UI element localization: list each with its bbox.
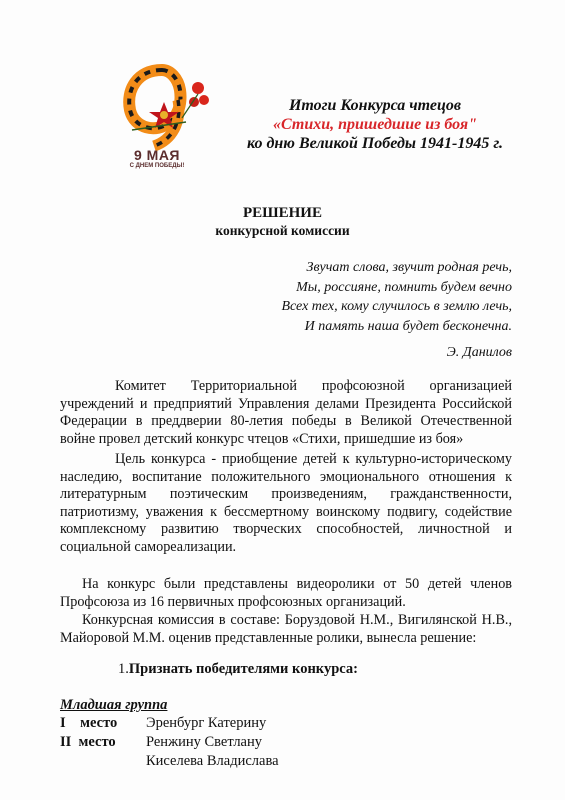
poem-line: Всех тех, кому случилось в землю лечь, [281,299,512,314]
logo-caption [124,148,190,170]
heading-line-2: «Стихи, пришедшие из боя" [272,116,478,133]
logo-main-text: 9 МАЯ [133,147,180,163]
decision-number: 1. [118,661,129,677]
poem-author: Э. Данилов [446,345,512,360]
decision-item [118,661,358,678]
decision-title: РЕШЕНИЕ [243,205,322,221]
page-heading [220,96,530,153]
paragraph-goal: Цель конкурса - приобщение детей к культурно-историческому наследию, воспитание положительного эмоционального отношения к литературным поэтическим произведениям, гражданственности, патриотизму, уважения к бессмертному воинскому подвигу, содействие комплексному развитию творческих способностей, личностной и социальной самореализации. [60,451,512,555]
decision-text: Признать победителями конкурса: [128,661,358,677]
decision-subtitle: конкурсной комиссии [215,223,350,238]
logo-sub-text: С ДНЕМ ПОБЕДЫ! [129,163,185,169]
poem-line: Звучат слова, звучит родная речь, [306,260,512,275]
winner-place: I место [60,715,118,731]
paragraph-commission: Конкурсная комиссия в составе: Боруздовой Н.М., Вигилянской Н.В., Майоровой М.М. оценив представленные ролики, вынесла решение: [60,612,512,646]
group-title: Младшая группа [60,697,168,713]
winner-name: Эренбург Катерину [146,715,267,731]
winner-place: II место [60,734,116,750]
winner-name: Ренжину Светлану [146,734,263,750]
winner-name: Киселева Владислава [146,753,279,769]
poem-epigraph [212,258,512,336]
heading-line-3: ко дню Великой Победы 1941-1945 г. [246,135,504,152]
paragraph-committee: Комитет Территориальной профсоюзной организацией учреждений и предприятий Управления делами Президента Российской Федерации в преддверии 80-летия победы в Великой Отечественной войне провел детский конкурс чтецов «Стихи, пришедшие из боя» [60,378,512,447]
poem-line: Мы, россияне, помнить будем вечно [296,279,512,295]
heading-line-1: Итоги Конкурса чтецов [288,97,462,114]
poem-line: И память наша будет бесконечна. [304,318,512,334]
paragraph-submissions: На конкурс были представлены видеоролики от 50 детей членов Профсоюза из 16 первичных профсоюзных организаций. [60,576,512,610]
